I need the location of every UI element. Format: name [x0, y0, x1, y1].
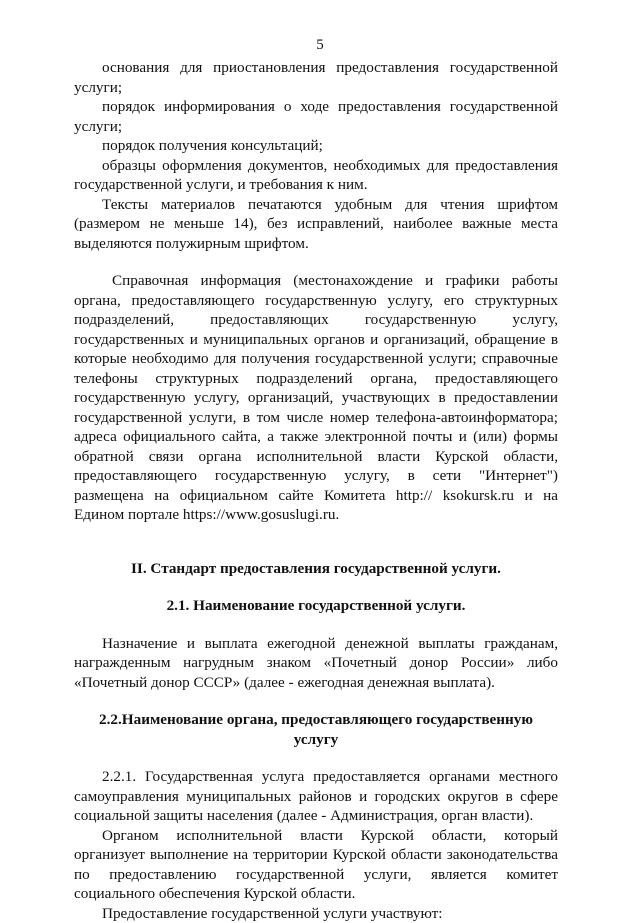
text-line: основания для приостановления предоставления государственной	[74, 58, 558, 78]
text-line: порядок информирования о ходе предоставления государственной	[74, 97, 558, 117]
text-line: адреса официального сайта, а также электронной почты и (или) формы	[74, 427, 558, 447]
text-line: (размером не меньше 14), без исправлений, наиболее важные места	[74, 214, 558, 234]
text-line: награжденным нагрудным знаком «Почетный донор России» либо	[74, 653, 558, 673]
text-line: предоставляющего государственную услугу, в сети "Интернет")	[74, 466, 558, 486]
text-line: Тексты материалов печатаются удобным для чтения шрифтом	[74, 195, 558, 215]
paragraph-block-top	[74, 58, 558, 253]
text-line: телефоны структурных подразделений органа, предоставляющего	[74, 369, 558, 389]
text-line: услуги;	[74, 78, 558, 98]
text-line: государственной услуги, в том числе номер телефона-автоинформатора;	[74, 408, 558, 428]
text-line: государственных и муниципальных органов и организаций, обращение в	[74, 330, 558, 350]
text-line: размещена на официальном сайте Комитета http:// ksokursk.ru и на	[74, 486, 558, 506]
paragraph-block-2-1	[74, 634, 558, 693]
text-line: обратной связи органа исполнительной власти Курской области,	[74, 447, 558, 467]
text-line: «Почетный донор СССР» (далее - ежегодная денежная выплата).	[74, 673, 558, 693]
text-line: Едином портале https://www.gosuslugi.ru.	[74, 505, 558, 525]
paragraph-block-2-2	[74, 767, 558, 923]
text-line: социального обеспечения Курской области.	[74, 884, 558, 904]
text-line: государственной услуги, и требования к ним.	[74, 175, 558, 195]
document-body	[74, 58, 558, 923]
text-line: Справочная информация (местонахождение и графики работы	[74, 271, 558, 291]
section-heading: II. Стандарт предоставления государственной услуги.	[74, 559, 558, 579]
text-line: самоуправления муниципальных районов и городских округов в сфере	[74, 787, 558, 807]
text-line: выделяются полужирным шрифтом.	[74, 234, 558, 254]
text-line: органа, предоставляющего государственную услугу, его структурных	[74, 291, 558, 311]
text-line: государственную услугу, организаций, участвующих в предоставлении	[74, 388, 558, 408]
text-line: социальной защиты населения (далее - Администрация, орган власти).	[74, 806, 558, 826]
text-line: Назначение и выплата ежегодной денежной выплаты гражданам,	[74, 634, 558, 654]
text-line: Предоставление государственной услуги участвуют:	[74, 904, 558, 923]
subsection-heading-2-1: 2.1. Наименование государственной услуги.	[74, 596, 558, 616]
subsection-heading-2-2-line1: 2.2.Наименование органа, предоставляющего государственную	[74, 710, 558, 730]
text-line: Органом исполнительной власти Курской области, который	[74, 826, 558, 846]
page-number: 5	[0, 36, 640, 54]
text-line: по предоставлению государственной услуги, является комитет	[74, 865, 558, 885]
text-line: организует выполнение на территории Курской области законодательства	[74, 845, 558, 865]
text-line: подразделений, предоставляющих государственную услугу,	[74, 310, 558, 330]
text-line: которые необходимо для получения государственной услуги; справочные	[74, 349, 558, 369]
paragraph-block-reference-info	[74, 271, 558, 525]
text-line: услуги;	[74, 117, 558, 137]
subsection-heading-2-2-line2: услугу	[74, 730, 558, 750]
text-line: 2.2.1. Государственная услуга предоставляется органами местного	[74, 767, 558, 787]
text-line: порядок получения консультаций;	[74, 136, 558, 156]
text-line: образцы оформления документов, необходимых для предоставления	[74, 156, 558, 176]
